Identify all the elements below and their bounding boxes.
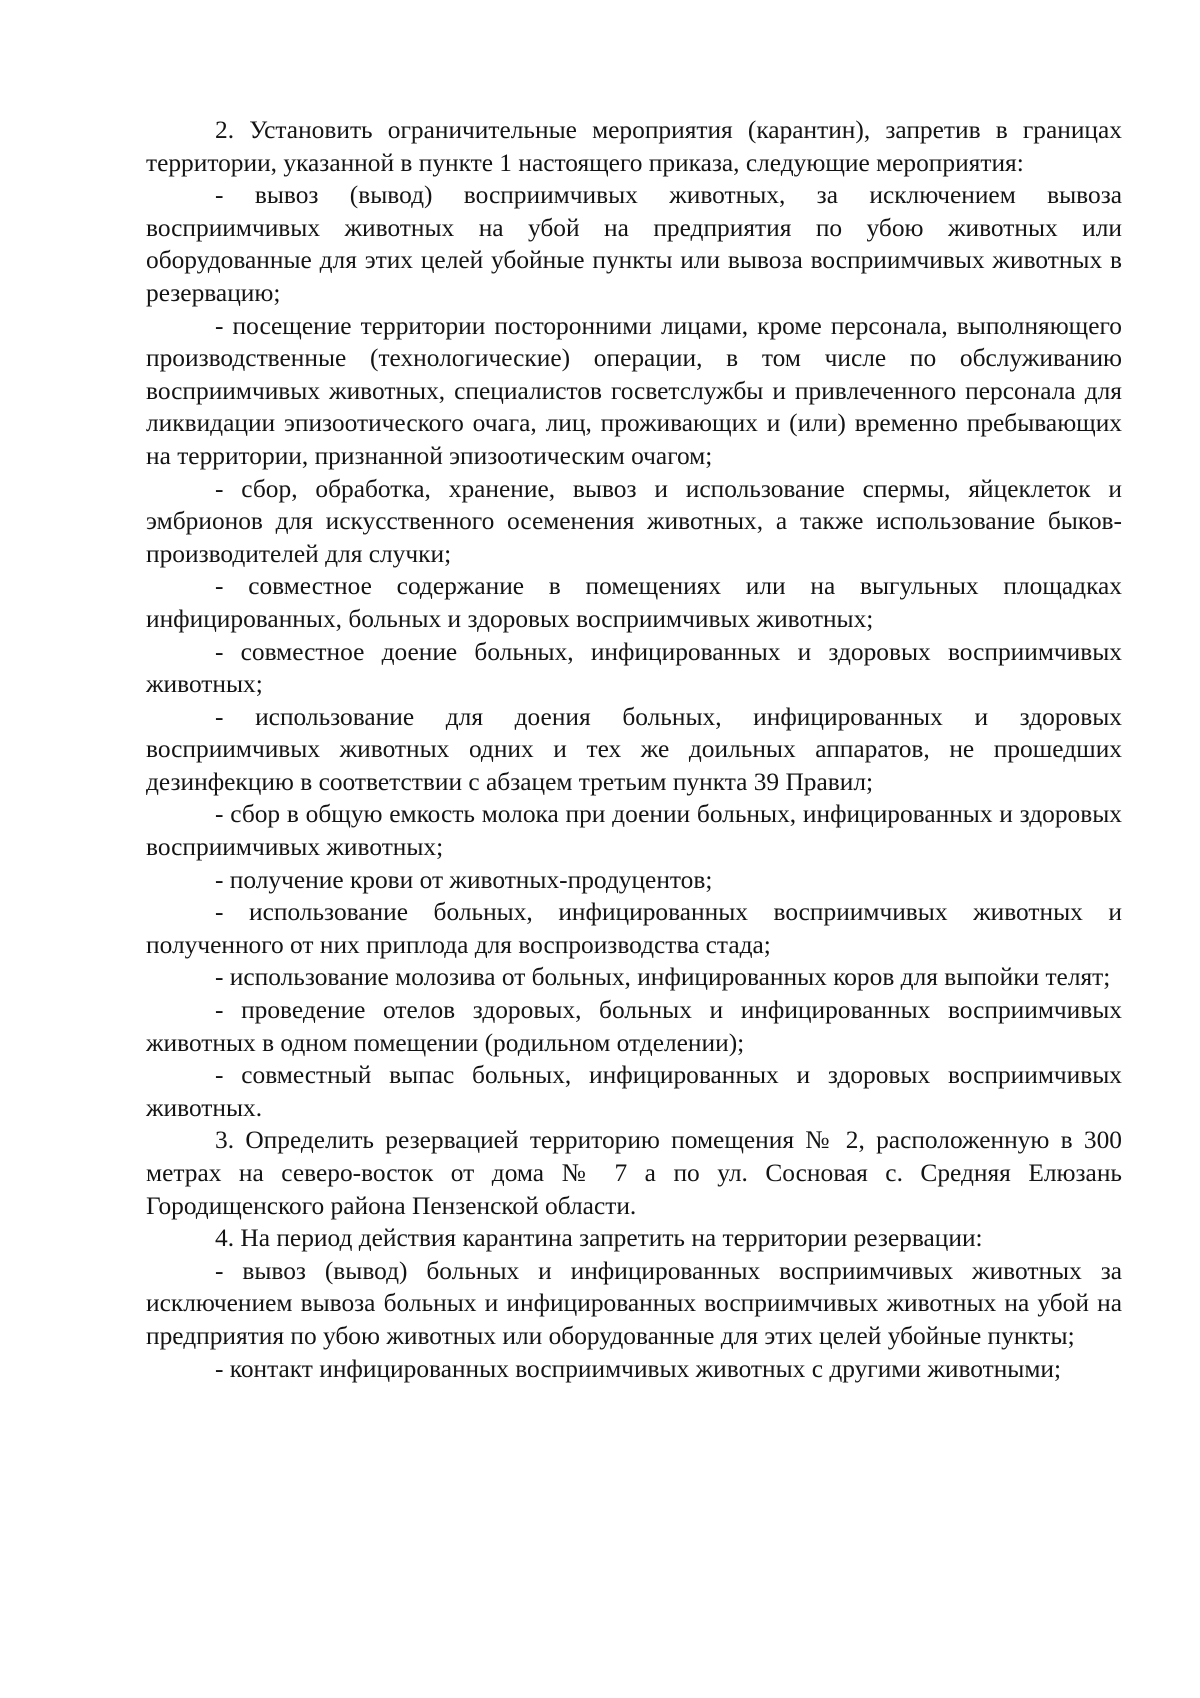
list-item: - использование молозива от больных, инфицированных коров для выпойки телят;	[215, 963, 1111, 992]
list-item: - сбор, обработка, хранение, вывоз и использование спермы, яйцеклеток и эмбрионов для искусственного осеменения животных, а также использование быков-производителей для случки;	[146, 474, 1122, 568]
list-item: - сбор в общую емкость молока при доении больных, инфицированных и здоровых восприимчивых животных;	[146, 800, 1122, 862]
paragraph-clause-4: 4. На период действия карантина запретить на территории резервации:	[215, 1224, 983, 1253]
list-item: - совместное доение больных, инфицированных и здоровых восприимчивых животных;	[146, 637, 1122, 699]
document-body	[146, 114, 1122, 1385]
list-item: - посещение территории посторонними лицами, кроме персонала, выполняющего производственные (технологические) операции, в том числе по обслуживанию восприимчивых животных, специалистов госветслужбы и привлеченного персонала для ликвидации эпизоотического очага, лиц, проживающих и (или) временно пребывающих на территории, признанной эпизоотическим очагом;	[146, 311, 1122, 470]
list-item: - получение крови от животных-продуцентов;	[215, 865, 713, 894]
list-item: - совместное содержание в помещениях или на выгульных площадках инфицированных, больных и здоровых восприимчивых животных;	[146, 572, 1122, 633]
paragraph-clause-2: 2. Установить ограничительные мероприятия (карантин), запретив в границах территории, указанной в пункте 1 настоящего приказа, следующие мероприятия:	[146, 116, 1122, 177]
paragraph-clause-3: 3. Определить резервацией территорию помещения № 2, расположенную в 300 метрах на северо-восток от дома № 7 а по ул. Сосновая с. Средняя Елюзань Городищенского района Пензенской области.	[146, 1126, 1122, 1220]
list-item: - совместный выпас больных, инфицированных и здоровых восприимчивых животных.	[146, 1061, 1122, 1122]
list-item: - использование для доения больных, инфицированных и здоровых восприимчивых животных одних и тех же доильных аппаратов, не прошедших дезинфекцию в соответствии с абзацем третьим пункта 39 Правил;	[146, 702, 1122, 796]
list-item: - использование больных, инфицированных восприимчивых животных и полученного от них приплода для воспроизводства стада;	[146, 898, 1122, 959]
list-item: - проведение отелов здоровых, больных и инфицированных восприимчивых животных в одном помещении (родильном отделении);	[146, 996, 1122, 1057]
list-item: - вывоз (вывод) восприимчивых животных, за исключением вывоза восприимчивых животных на убой на предприятия по убою животных или оборудованные для этих целей убойные пункты или вывоза восприимчивых животных в резервацию;	[146, 181, 1122, 307]
list-item: - вывоз (вывод) больных и инфицированных восприимчивых животных за исключением вывоза больных и инфицированных восприимчивых животных на убой на предприятия по убою животных или оборудованные для этих целей убойные пункты;	[146, 1256, 1122, 1350]
list-item: - контакт инфицированных восприимчивых животных с другими животными;	[215, 1354, 1062, 1383]
